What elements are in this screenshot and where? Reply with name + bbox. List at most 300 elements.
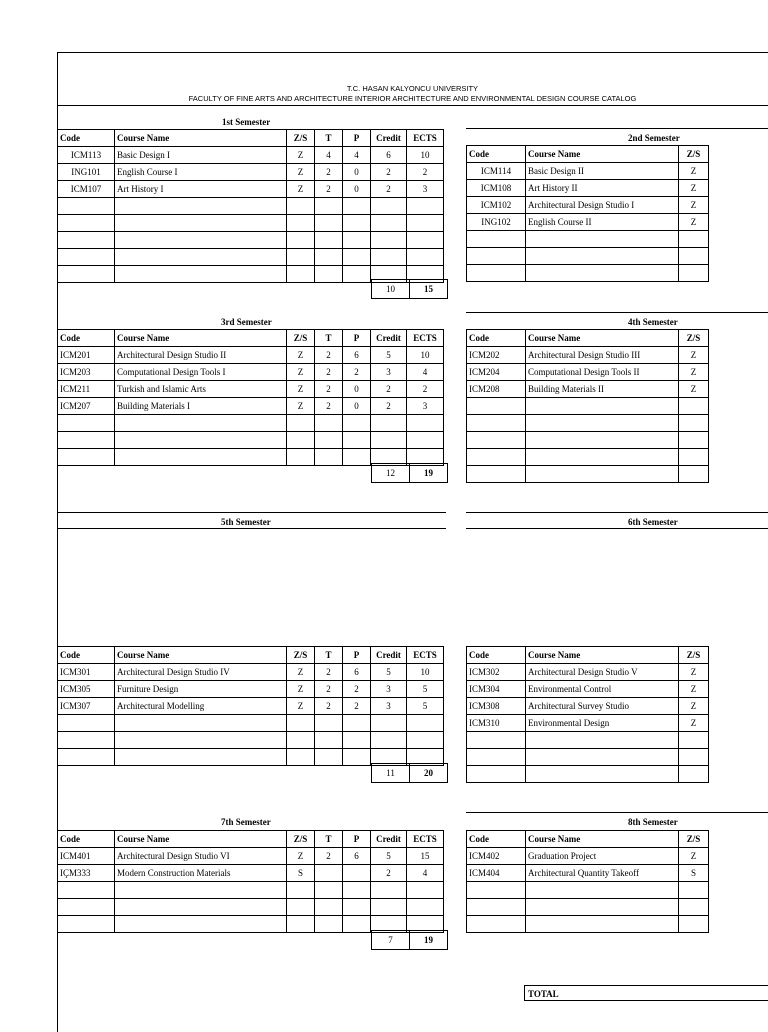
course-code: [467, 398, 526, 415]
course-ects: 4: [407, 364, 444, 381]
course-p: [343, 215, 371, 232]
course-name: Art History I: [115, 181, 287, 198]
course-code: [58, 215, 115, 232]
course-zs: Z: [287, 381, 315, 398]
course-ects: [407, 415, 444, 432]
course-zs: [679, 749, 709, 766]
course-row: [58, 347, 444, 364]
course-zs: Z: [679, 214, 709, 231]
course-name: Basic Design I: [115, 147, 287, 164]
course-credit: 5: [371, 848, 407, 865]
course-zs: [679, 449, 709, 466]
course-code: [467, 732, 526, 749]
course-zs: Z: [679, 364, 709, 381]
course-code: ICM310: [467, 715, 526, 732]
semester-7-title: 7th Semester: [221, 817, 271, 827]
course-row: [58, 381, 444, 398]
course-code: ICM113: [58, 147, 115, 164]
course-row: [467, 466, 709, 483]
course-row: [467, 882, 709, 899]
course-row: [467, 432, 709, 449]
course-code: [467, 882, 526, 899]
course-p: 0: [343, 181, 371, 198]
course-t: [315, 215, 343, 232]
course-code: [467, 415, 526, 432]
course-t: [315, 432, 343, 449]
course-credit: [371, 232, 407, 249]
course-row: [58, 865, 444, 882]
course-code: ICM202: [467, 347, 526, 364]
course-ects: [407, 432, 444, 449]
course-code: ING101: [58, 164, 115, 181]
semester-5-total-credit: 11: [372, 764, 410, 783]
course-p: [343, 415, 371, 432]
semester-6-table: [466, 646, 709, 783]
course-code: ICM204: [467, 364, 526, 381]
course-zs: [679, 466, 709, 483]
course-zs: [287, 415, 315, 432]
course-name: [115, 715, 287, 732]
course-code: [58, 198, 115, 215]
course-code: [58, 249, 115, 266]
title-divider: [57, 105, 768, 106]
semester-1-total-ects: 15: [410, 280, 448, 299]
semester-3-title: 3rd Semester: [221, 317, 272, 327]
course-row: [467, 449, 709, 466]
course-t: 2: [315, 381, 343, 398]
course-ects: 10: [407, 664, 444, 681]
course-name: [115, 899, 287, 916]
course-row: [467, 732, 709, 749]
course-credit: 3: [371, 698, 407, 715]
course-name: [526, 398, 679, 415]
course-zs: [287, 198, 315, 215]
column-header-p: P: [343, 330, 371, 347]
course-name: Architectural Design Studio I: [526, 197, 679, 214]
course-t: 4: [315, 147, 343, 164]
course-name: [526, 231, 679, 248]
course-p: 4: [343, 147, 371, 164]
course-zs: Z: [287, 347, 315, 364]
course-t: 2: [315, 848, 343, 865]
course-zs: Z: [287, 664, 315, 681]
course-credit: 3: [371, 364, 407, 381]
course-row: [58, 198, 444, 215]
course-name: Architectural Design Studio II: [115, 347, 287, 364]
course-ects: 15: [407, 848, 444, 865]
semester-4-rule: [466, 312, 768, 313]
semester-2-table: [466, 145, 709, 282]
course-name: [526, 248, 679, 265]
column-header-credit: Credit: [371, 130, 407, 147]
column-header-ects: ECTS: [407, 130, 444, 147]
course-code: ICM305: [58, 681, 115, 698]
course-code: ICM302: [467, 664, 526, 681]
course-zs: Z: [679, 715, 709, 732]
course-row: [467, 681, 709, 698]
semester-4-title: 4th Semester: [628, 317, 678, 327]
course-name: [526, 749, 679, 766]
course-p: [343, 266, 371, 283]
course-p: 0: [343, 398, 371, 415]
grand-total-label: TOTAL: [524, 985, 768, 1001]
course-credit: [371, 882, 407, 899]
course-t: [315, 749, 343, 766]
course-name: [526, 882, 679, 899]
course-code: ICM304: [467, 681, 526, 698]
course-code: ICM201: [58, 347, 115, 364]
course-name: Graduation Project: [526, 848, 679, 865]
course-zs: [679, 265, 709, 282]
course-name: Environmental Design: [526, 715, 679, 732]
course-zs: Z: [679, 664, 709, 681]
course-p: [343, 232, 371, 249]
course-credit: [371, 715, 407, 732]
course-code: [467, 899, 526, 916]
course-code: ICM404: [467, 865, 526, 882]
course-name: Architectural Design Studio VI: [115, 848, 287, 865]
column-header-zs: Z/S: [679, 146, 709, 163]
course-name: Basic Design II: [526, 163, 679, 180]
course-ects: 5: [407, 698, 444, 715]
course-ects: [407, 249, 444, 266]
course-row: [467, 180, 709, 197]
course-zs: Z: [287, 181, 315, 198]
course-p: [343, 732, 371, 749]
course-zs: Z: [287, 681, 315, 698]
column-header-credit: Credit: [371, 647, 407, 664]
course-code: [467, 248, 526, 265]
course-zs: [287, 215, 315, 232]
course-ects: [407, 732, 444, 749]
course-code: ICM308: [467, 698, 526, 715]
course-name: [526, 466, 679, 483]
course-name: [526, 916, 679, 933]
column-header-code: Code: [58, 647, 115, 664]
semester-2-title: 2nd Semester: [628, 133, 680, 143]
course-ects: 3: [407, 398, 444, 415]
course-code: ICM307: [58, 698, 115, 715]
faculty-name: FACULTY OF FINE ARTS AND ARCHITECTURE INTERIOR ARCHITECTURE AND ENVIRONMENTAL DESIGN COURSE CATALOG: [188, 94, 637, 103]
semester-1-total-credit: 10: [372, 280, 410, 299]
course-credit: [371, 732, 407, 749]
course-zs: [287, 749, 315, 766]
course-credit: 5: [371, 347, 407, 364]
course-t: [315, 266, 343, 283]
semester-3-total-ects: 19: [410, 464, 448, 483]
course-row: [467, 197, 709, 214]
course-credit: [371, 249, 407, 266]
course-name: Art History II: [526, 180, 679, 197]
course-row: [58, 232, 444, 249]
course-t: [315, 449, 343, 466]
course-row: [467, 848, 709, 865]
course-name: [115, 232, 287, 249]
course-zs: [679, 231, 709, 248]
course-p: [343, 899, 371, 916]
course-zs: S: [679, 865, 709, 882]
course-credit: [371, 415, 407, 432]
column-header-code: Code: [58, 831, 115, 848]
course-zs: [679, 766, 709, 783]
course-t: 2: [315, 664, 343, 681]
course-row: [467, 364, 709, 381]
course-zs: Z: [679, 163, 709, 180]
course-code: [58, 732, 115, 749]
semester-5-rule: [57, 512, 446, 513]
course-name: Architectural Design Studio V: [526, 664, 679, 681]
course-row: [58, 398, 444, 415]
semester-6-rule-bottom: [466, 528, 768, 529]
course-p: 2: [343, 364, 371, 381]
semester-5-table: [57, 646, 444, 766]
column-header-credit: Credit: [371, 831, 407, 848]
course-t: [315, 732, 343, 749]
course-zs: [287, 266, 315, 283]
course-row: [467, 398, 709, 415]
course-zs: [287, 249, 315, 266]
course-row: [467, 231, 709, 248]
column-header-name: Course Name: [526, 146, 679, 163]
course-name: [115, 749, 287, 766]
course-code: [467, 916, 526, 933]
course-credit: [371, 432, 407, 449]
course-credit: 3: [371, 681, 407, 698]
course-t: [315, 715, 343, 732]
course-name: Environmental Control: [526, 681, 679, 698]
course-code: [58, 266, 115, 283]
course-zs: [679, 882, 709, 899]
course-zs: [679, 248, 709, 265]
course-name: [115, 882, 287, 899]
course-ects: [407, 899, 444, 916]
course-t: [315, 916, 343, 933]
course-zs: [287, 432, 315, 449]
column-header-zs: Z/S: [679, 831, 709, 848]
course-row: [467, 749, 709, 766]
course-t: 2: [315, 681, 343, 698]
course-p: [343, 198, 371, 215]
course-t: [315, 198, 343, 215]
course-row: [58, 715, 444, 732]
course-name: [115, 266, 287, 283]
course-credit: 2: [371, 164, 407, 181]
course-row: [58, 882, 444, 899]
course-p: 2: [343, 698, 371, 715]
course-ects: [407, 215, 444, 232]
course-code: [58, 715, 115, 732]
course-zs: [287, 882, 315, 899]
course-ects: [407, 882, 444, 899]
column-header-zs: Z/S: [679, 647, 709, 664]
course-credit: 5: [371, 664, 407, 681]
semester-5-rule-bottom: [57, 528, 446, 529]
course-t: [315, 899, 343, 916]
column-header-name: Course Name: [115, 831, 287, 848]
course-row: [58, 364, 444, 381]
column-header-name: Course Name: [115, 647, 287, 664]
course-credit: 2: [371, 181, 407, 198]
course-name: [115, 215, 287, 232]
course-zs: [287, 916, 315, 933]
course-name: Architectural Quantity Takeoff: [526, 865, 679, 882]
semester-5-totals: [371, 763, 448, 783]
column-header-name: Course Name: [115, 130, 287, 147]
column-header-ects: ECTS: [407, 330, 444, 347]
course-ects: 3: [407, 181, 444, 198]
course-p: 6: [343, 664, 371, 681]
semester-3-table: [57, 329, 444, 466]
column-header-code: Code: [467, 831, 526, 848]
course-row: [58, 732, 444, 749]
table-header-row: [467, 647, 709, 664]
table-header-row: [58, 330, 444, 347]
course-code: [58, 882, 115, 899]
course-name: Building Materials II: [526, 381, 679, 398]
column-header-name: Course Name: [526, 831, 679, 848]
semester-5-total-ects: 20: [410, 764, 448, 783]
semester-8-table: [466, 830, 709, 933]
course-name: Architectural Modelling: [115, 698, 287, 715]
course-zs: Z: [679, 681, 709, 698]
course-code: [467, 466, 526, 483]
column-header-p: P: [343, 831, 371, 848]
course-name: Architectural Design Studio III: [526, 347, 679, 364]
catalog-title: [57, 84, 768, 104]
course-name: Modern Construction Materials: [115, 865, 287, 882]
course-t: 2: [315, 347, 343, 364]
course-code: [467, 432, 526, 449]
course-ects: 4: [407, 865, 444, 882]
course-row: [58, 681, 444, 698]
course-zs: Z: [287, 848, 315, 865]
course-zs: [287, 715, 315, 732]
semester-5-title: 5th Semester: [221, 517, 271, 527]
column-header-name: Course Name: [526, 647, 679, 664]
course-p: [343, 432, 371, 449]
course-p: [343, 249, 371, 266]
column-header-zs: Z/S: [287, 831, 315, 848]
table-header-row: [467, 831, 709, 848]
course-name: [115, 916, 287, 933]
course-code: IÇM333: [58, 865, 115, 882]
course-zs: S: [287, 865, 315, 882]
course-t: 2: [315, 398, 343, 415]
column-header-t: T: [315, 831, 343, 848]
course-code: [58, 232, 115, 249]
column-header-t: T: [315, 330, 343, 347]
course-name: [115, 432, 287, 449]
course-row: [58, 415, 444, 432]
course-name: Computational Design Tools II: [526, 364, 679, 381]
course-credit: [371, 198, 407, 215]
semester-3-totals: [371, 463, 448, 483]
course-zs: [287, 449, 315, 466]
course-p: 6: [343, 347, 371, 364]
course-row: [58, 848, 444, 865]
course-row: [58, 899, 444, 916]
course-row: [467, 916, 709, 933]
course-zs: [679, 398, 709, 415]
column-header-ects: ECTS: [407, 831, 444, 848]
column-header-zs: Z/S: [287, 330, 315, 347]
course-code: ICM114: [467, 163, 526, 180]
course-code: ICM211: [58, 381, 115, 398]
column-header-zs: Z/S: [679, 330, 709, 347]
course-row: [467, 766, 709, 783]
semester-4-table: [466, 329, 709, 483]
column-header-t: T: [315, 647, 343, 664]
course-zs: [287, 732, 315, 749]
course-code: [58, 916, 115, 933]
course-name: [526, 432, 679, 449]
course-row: [467, 347, 709, 364]
course-row: [467, 415, 709, 432]
table-header-row: [467, 146, 709, 163]
course-row: [58, 698, 444, 715]
course-code: ICM208: [467, 381, 526, 398]
course-t: [315, 232, 343, 249]
course-row: [467, 865, 709, 882]
course-name: [115, 198, 287, 215]
course-row: [467, 899, 709, 916]
course-zs: Z: [287, 698, 315, 715]
course-zs: [287, 899, 315, 916]
column-header-code: Code: [58, 130, 115, 147]
course-p: 6: [343, 848, 371, 865]
course-zs: Z: [287, 364, 315, 381]
course-row: [58, 164, 444, 181]
course-p: [343, 882, 371, 899]
column-header-code: Code: [467, 330, 526, 347]
course-row: [58, 664, 444, 681]
course-code: [467, 449, 526, 466]
course-zs: [679, 732, 709, 749]
course-code: ICM203: [58, 364, 115, 381]
course-name: Building Materials I: [115, 398, 287, 415]
course-name: [115, 732, 287, 749]
course-zs: Z: [679, 381, 709, 398]
column-header-name: Course Name: [526, 330, 679, 347]
table-header-row: [58, 647, 444, 664]
course-code: ICM401: [58, 848, 115, 865]
semester-8-rule: [466, 812, 768, 813]
course-t: 2: [315, 698, 343, 715]
semester-7-totals: [371, 930, 448, 950]
course-code: [58, 899, 115, 916]
course-code: [58, 415, 115, 432]
course-name: [526, 899, 679, 916]
semester-7-total-ects: 19: [410, 931, 448, 950]
column-header-p: P: [343, 130, 371, 147]
course-row: [467, 248, 709, 265]
course-credit: 2: [371, 381, 407, 398]
course-row: [467, 265, 709, 282]
column-header-zs: Z/S: [287, 647, 315, 664]
column-header-name: Course Name: [115, 330, 287, 347]
course-zs: Z: [679, 698, 709, 715]
course-zs: [679, 899, 709, 916]
semester-8-title: 8th Semester: [628, 817, 678, 827]
course-name: [526, 265, 679, 282]
course-row: [58, 432, 444, 449]
course-name: English Course I: [115, 164, 287, 181]
semester-7-total-credit: 7: [372, 931, 410, 950]
course-code: [58, 749, 115, 766]
course-row: [58, 181, 444, 198]
course-t: [315, 882, 343, 899]
course-row: [467, 163, 709, 180]
